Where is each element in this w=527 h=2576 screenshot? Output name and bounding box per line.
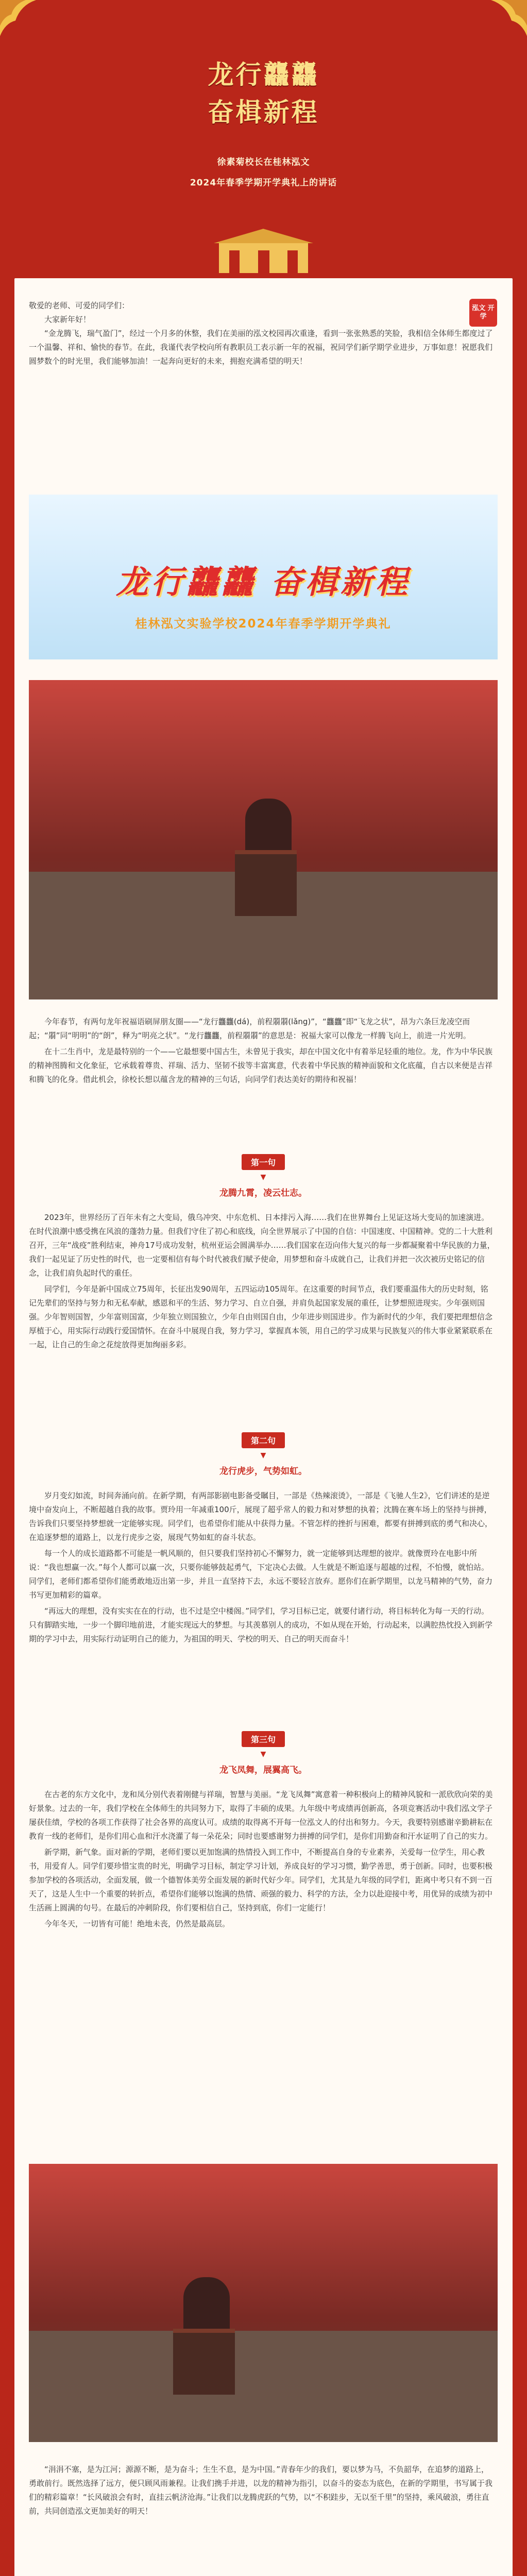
intro-block (29, 299, 495, 368)
paragraph: 今年春节，有两句龙年祝福语刷屏朋友圈——“龙行龘龘(dá)，前程朤朤(lǎng)”，“龘龘”即“飞龙之状”，昂为六条巨龙凌空而起；“朤”同“明明”的“朗”，释为“明亮之状”。“龙行龘龘，前程朤朤”的意思是：祝福大家可以像龙一样腾飞向上，前进一片光明。 (29, 1017, 471, 1040)
header (0, 0, 527, 278)
paragraph: 新学期，新气象。面对新的学期，老师们要以更加饱满的热情投入到工作中，不断提高自身的专业素养，关爱每一位学生，用心教书，用爱育人。同学们要珍惜宝贵的时光，明确学习目标，制定学习计划，养成良好的学习习惯，勤学善思，勇于创新。同时，也要积极参加学校的各项活动，全面发展，做一个德智体美劳全面发展的新时代好少年。同学们，尤其是九年级的同学们，距离中考只有不到一百天了，这是人生中一个重要的转折点，希望你们能够以饱满的热情、顽强的毅力、科学的方法，全力以赴迎接中考，用优异的成绩为初中生活画上圆满的句号。在最后的冲刺阶段，你们要相信自己，坚持到底，你们一定能行！ (29, 1848, 493, 1912)
photo-speaker-students (29, 2164, 498, 2442)
chevron-down-icon: ▼ (260, 1750, 266, 1758)
closing-text (29, 2463, 495, 2520)
paragraph: “涓涓不塞，是为江河；源源不断，是为奋斗；生生不息，是为中国。”青春年少的我们，要以梦为马，不负韶华，在追梦的道路上，勇敢前行。既然选择了远方，便只顾风雨兼程。让我们携手并进，以龙的精神为指引，以奋斗的姿态为底色，在新的学期里，书写属于我们的精彩篇章！“长风破浪会有时，直挂云帆济沧海。”让我们以龙腾虎跃的气势，以“不积跬步，无以至千里”的坚持，乘风破浪，勇往直前，共同创造泓文更加美好的明天！ (29, 2465, 493, 2516)
chevron-down-icon: ▼ (260, 1173, 266, 1181)
section3-label: 第三句 (242, 1731, 285, 1747)
paragraph: 今年冬天，一切皆有可能！绝地未丧，仍然是最高层。 (44, 1919, 230, 1928)
section2-heading (212, 1432, 315, 1477)
section1-heading (212, 1154, 315, 1198)
section1-text (29, 1211, 495, 1354)
chevron-down-icon: ▼ (260, 1451, 266, 1460)
paragraph: 每一个人的成长道路都不可能是一帆风顺的，但只要我们坚持初心不懈努力，就一定能够到达理想的彼岸。就像贾玲在电影中所说：“我也想赢一次。”每个人都可以赢一次，只要你能够鼓起勇气，下定决心去做。人生就是不断追逐与超越的过程，不怕慢，就怕站。同学们，老师们都希望你们能勇敢地迈出第一步，并且一直坚持下去，永远不要轻言放弃。愿你们在新学期里，以龙马精神的气势，奋力书写更加精彩的篇章。 (29, 1549, 493, 1600)
hello: 大家新年好！ (44, 315, 91, 324)
paragraph: 岁月变幻如流，时间奔涌向前。在新学期，有两部影剧电影备受瞩目，一部是《热辣滚烫》，一部是《飞驰人生2》，它们讲述的是逆境中奋发向上，不断超越自我的故事。贾玲用一年减重100斤，展现了超乎常人的毅力和对梦想的执着；沈腾在赛车场上的坚持与拼搏，告诉我们只要坚持梦想就一定能够实现。同学们，也希望你们能从中获得力量。不管怎样的挫折与困难，都要有拼搏到底的勇气和决心，在追逐梦想的道路上，以龙行虎步之姿，展现气势如虹的奋斗状态。 (29, 1491, 493, 1542)
section1-label: 第一句 (242, 1154, 285, 1170)
paragraph: 同学们，今年是新中国成立75周年，长征出发90周年，五四运动105周年。在这重要的时间节点，我们要重温伟大的历史时刻，铭记先辈们的坚持与努力和无私奉献，感恩和平的生活、努力学习、自立自强，并肩负起国家发展的重任，让梦想照进现实。少年强则国强。少年智则国智，少年富则国富，少年独立则国独立，少年自由则国自由，少年进步则国进步。作为新时代的少年，我们要把理想信念厚植于心，用实际行动践行爱国情怀。在奋斗中展现自我，努力学习，掌握真本领，用自己的学习成果与民族复兴的伟大事业紧紧联系在一起，让自己的生命之花绽放得更加绚丽多彩。 (29, 1284, 493, 1349)
paragraph: 2023年，世界经历了百年未有之大变局，俄乌冲突、中东危机、日本排污入海……我们在世界舞台上见证这场大变局的加速演进。在时代浪潮中感受携在风浪的蓬勃力量。但我们守住了初心和底线，向全世界展示了中国的自信：中国速度、中国精神。党的二十大胜利召开，三年“战疫”胜利结束，神舟17号成功发射，杭州亚运会圆满举办……我们国家在迈向伟大复兴的每一步都凝聚着中华民族的力量，我们一起见证了历史性的时代，也一定要相信有每个时代被我们赋予使命，用梦想和奋斗成就自己，让我们并把一次次被历史铭记的信念，让我们肩负起时代的重任。 (29, 1213, 495, 1278)
section2-label: 第二句 (242, 1432, 285, 1448)
section1-title: 龙腾九霄，凌云壮志。 (219, 1188, 307, 1198)
page-title-line1: 龙行龘龘 (208, 59, 319, 90)
photo-speaker-podium (29, 680, 498, 999)
banner-title: 龙行龘龘 奋楫新程 (116, 563, 411, 601)
subtitle-line2: 2024年春季学期开学典礼上的讲话 (190, 178, 337, 188)
section3-text (29, 1788, 495, 1933)
greeting: 敬爱的老师、可爱的同学们： (29, 301, 130, 310)
section2-text (29, 1489, 495, 1648)
school-badge-icon: 泓文 开学 (469, 299, 497, 327)
section3-title: 龙飞凤舞，展翼高飞。 (219, 1765, 307, 1775)
section3-heading (212, 1731, 315, 1775)
subtitle-line1: 徐素菊校长在桂林泓文 (217, 157, 310, 167)
page-title-line2: 奋楫新程 (208, 97, 319, 127)
gate-ornament-icon (214, 227, 313, 276)
paragraph: 在十二生肖中，龙是最特别的一个——它最想要中国古生，未曾见于我实，却在中国文化中有着举足轻重的地位。龙，作为中华民族的精神图腾和文化象征，它承载着尊贵、祥瑞、活力、坚韧不拔等丰富寓意，代表着中华民族的精神面貌和文化底蕴，自古以来便是吉祥和腾飞的化身。借此机会，徐校长想以蕴含龙的精神的三句话，向同学们表达美好的期待和祝福！ (29, 1047, 493, 1084)
ceremony-banner (29, 495, 498, 659)
section-intro-text (29, 1015, 495, 1089)
paragraph: 在古老的东方文化中，龙和凤分别代表着刚健与祥瑞，智慧与美丽。“龙飞凤舞”寓意着一种积极向上的精神风貌和一派欣欣向荣的美好景象。过去的一年，我们学校在全体师生的共同努力下，取得了丰硕的成果。九年级中考成绩再创新高，各项竞赛活动中我们泓文学子屡获佳绩，学校的各项工作获得了社会各界的高度认可。成绩的取得离不开每一位泓文人的付出和努力。今天，我要特别感谢辛勤耕耘在教育一线的老师们，是你们用心血和汗水浇灌了每一朵花朵；同时也要感谢努力拼搏的同学们，是你们用勤奋和汗水证明了自己的实力。 (29, 1790, 493, 1841)
section2-title: 龙行虎步，气势如虹。 (219, 1466, 307, 1477)
intro-paragraph: “金龙腾飞，瑞气盈门”，经过一个月多的休整，我们在美丽的泓文校园再次重逢，看到一张张熟悉的笑脸，我相信全体师生都度过了一个温馨、祥和、愉快的春节。在此，我谨代表学校向所有教职员工表示新一年的祝福，祝同学们新学期学业进步，万事如意！祝愿我们圆梦数个的时光里，我们能够加油！一起奔向更好的未来，拥抱充满希望的明天！ (29, 329, 493, 366)
paragraph: “再远大的理想，没有实实在在的行动，也不过是空中楼阁。”同学们，学习目标已定，就要付诸行动，将目标转化为每一天的行动。只有脚踏实地，一步一个脚印地前进，才能实现远大的梦想。与其羡慕别人的成功，不如从现在开始，行动起来，以满腔热忱投入到新学期的学习中去，用实际行动证明自己的能力，为祖国的明天、学校的明天、自己的明天而奋斗！ (29, 1606, 493, 1643)
banner-subtitle: 桂林泓文实验学校2024年春季学期开学典礼 (135, 617, 392, 631)
article-body (14, 278, 513, 2576)
